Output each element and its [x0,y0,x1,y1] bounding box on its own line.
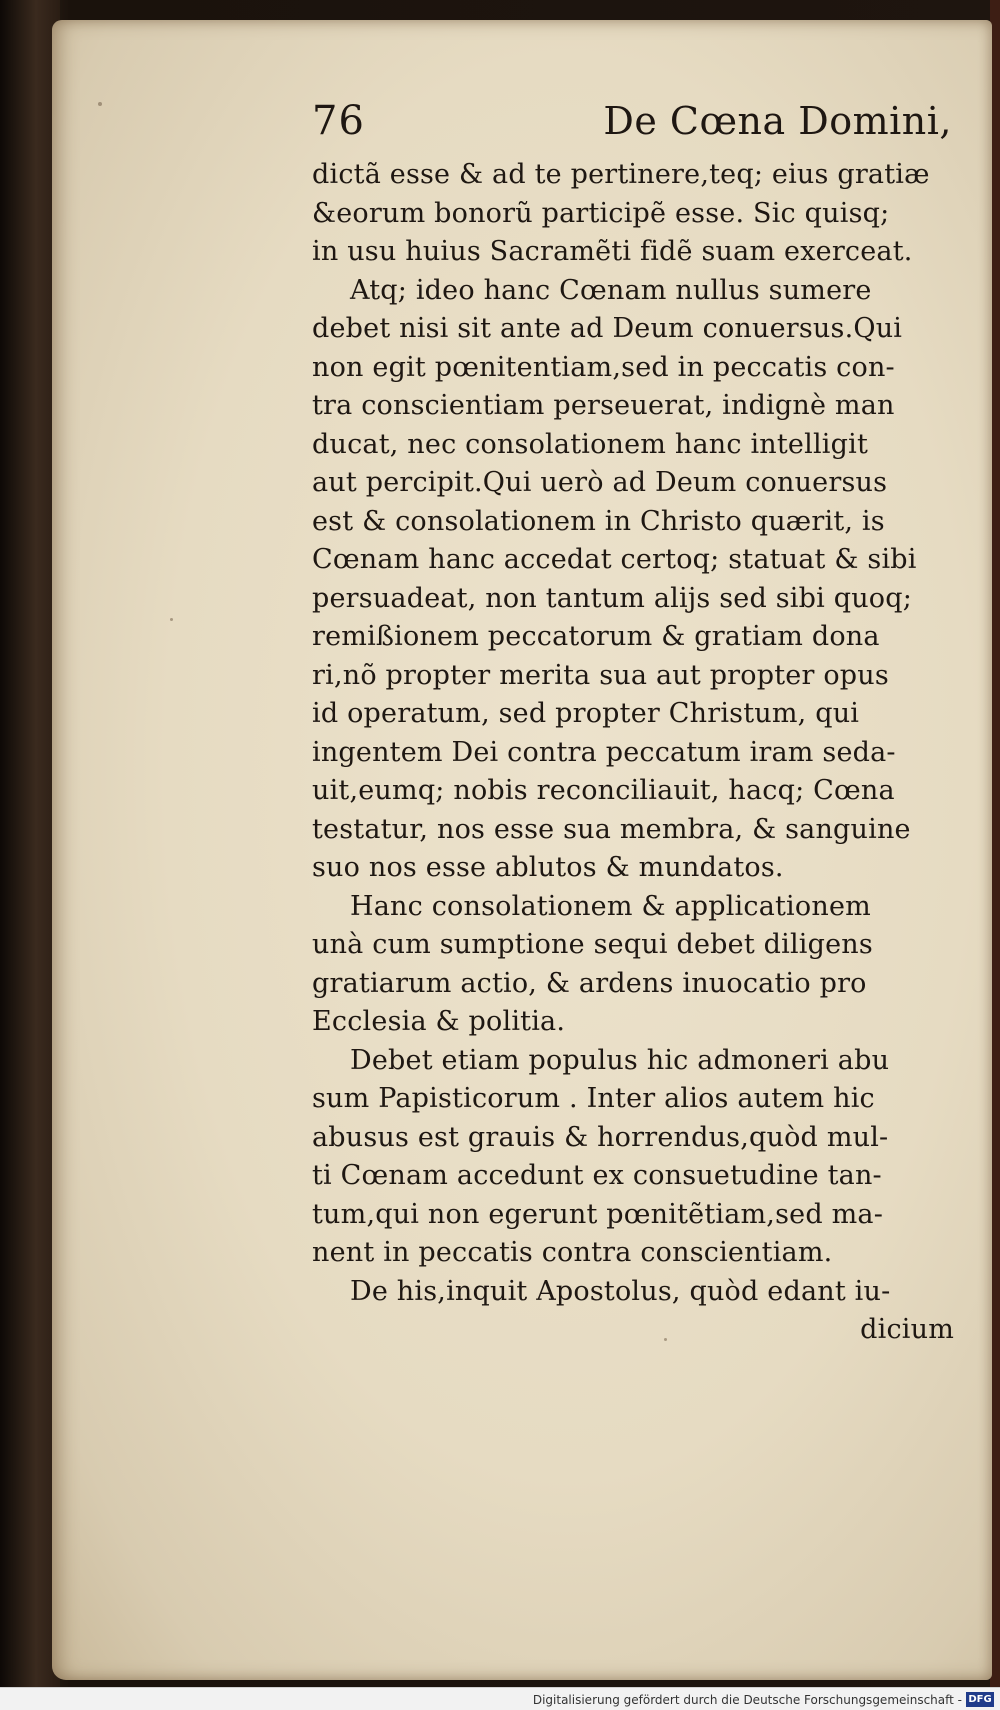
text-line: ti Cœnam accedunt ex consuetudine tan- [312,1160,882,1191]
text-line: aut percipit.Qui uerò ad Deum conuersus [312,467,888,498]
text-line: unà cum sumptione sequi debet diligens [312,929,873,960]
funding-credit: Digitalisierung gefördert durch die Deutsche Forschungsgemeinschaft - [532,1693,962,1707]
text-line: gratiarum actio, & ardens inuocatio pro [312,967,867,999]
text-line: ducat, nec consolationem hanc intelligit [312,428,868,460]
page-text-block [312,98,960,1350]
page-number: 76 [312,98,365,144]
book-spine-edge [0,0,60,1690]
text-line: persuadeat, non tantum alijs sed sibi quoq; [312,582,913,614]
text-line: Debet etiam populus hic admoneri abu [350,1044,890,1076]
text-line: abusus est grauis & horrendus,quòd mul- [312,1121,889,1153]
text-line: Cœnam hanc accedat certoq; statuat & sibi [312,544,917,575]
text-line: in usu huius Sacramẽti fidẽ suam exerceat. [312,236,913,267]
paper-speck [98,102,102,106]
text-line: Ecclesia & politia. [312,1006,566,1037]
text-line: id operatum, sed propter Christum, qui [312,698,860,729]
text-line: debet nisi sit ante ad Deum conuersus.Qui [312,313,903,344]
text-line: est & consolationem in Christo quærit, is [312,505,885,537]
paper-speck [170,618,173,621]
catchword: dicium [860,1314,954,1345]
text-line: testatur, nos esse sua membra, & sanguine [312,813,911,845]
text-line: remißionem peccatorum & gratiam dona [312,621,880,652]
text-line: non egit pœnitentiam,sed in peccatis con- [312,351,895,383]
page-header [312,98,960,156]
text-line: suo nos esse ablutos & mundatos. [312,852,784,883]
text-line: dictã esse & ad te pertinere,teq; eius gratiæ [312,159,930,190]
text-line: uit,eumq; nobis reconciliauit, hacq; Cœna [312,775,895,806]
text-line: ri,nõ propter merita sua aut propter opus [312,659,889,691]
text-line: ingentem Dei contra peccatum iram seda- [312,736,896,768]
text-line: &eorum bonorũ participẽ esse. Sic quisq; [312,197,890,229]
text-line: sum Papisticorum . Inter alios autem hic [312,1083,875,1114]
dfg-logo: DFG [966,1692,994,1707]
text-line: Atq; ideo hanc Cœnam nullus sumere [350,274,872,306]
text-line: nent in peccatis contra conscientiam. [312,1237,833,1268]
text-line: tum,qui non egerunt pœnitẽtiam,sed ma- [312,1198,884,1230]
text-line: De his,inquit Apostolus, quòd edant iu- [350,1275,891,1307]
text-line: Hanc consolationem & applicationem [350,890,871,922]
running-title: De Cœna Domini, [603,99,952,143]
digitization-footer [0,1687,1000,1710]
text-line: tra conscientiam perseuerat, indignè man [312,390,895,421]
